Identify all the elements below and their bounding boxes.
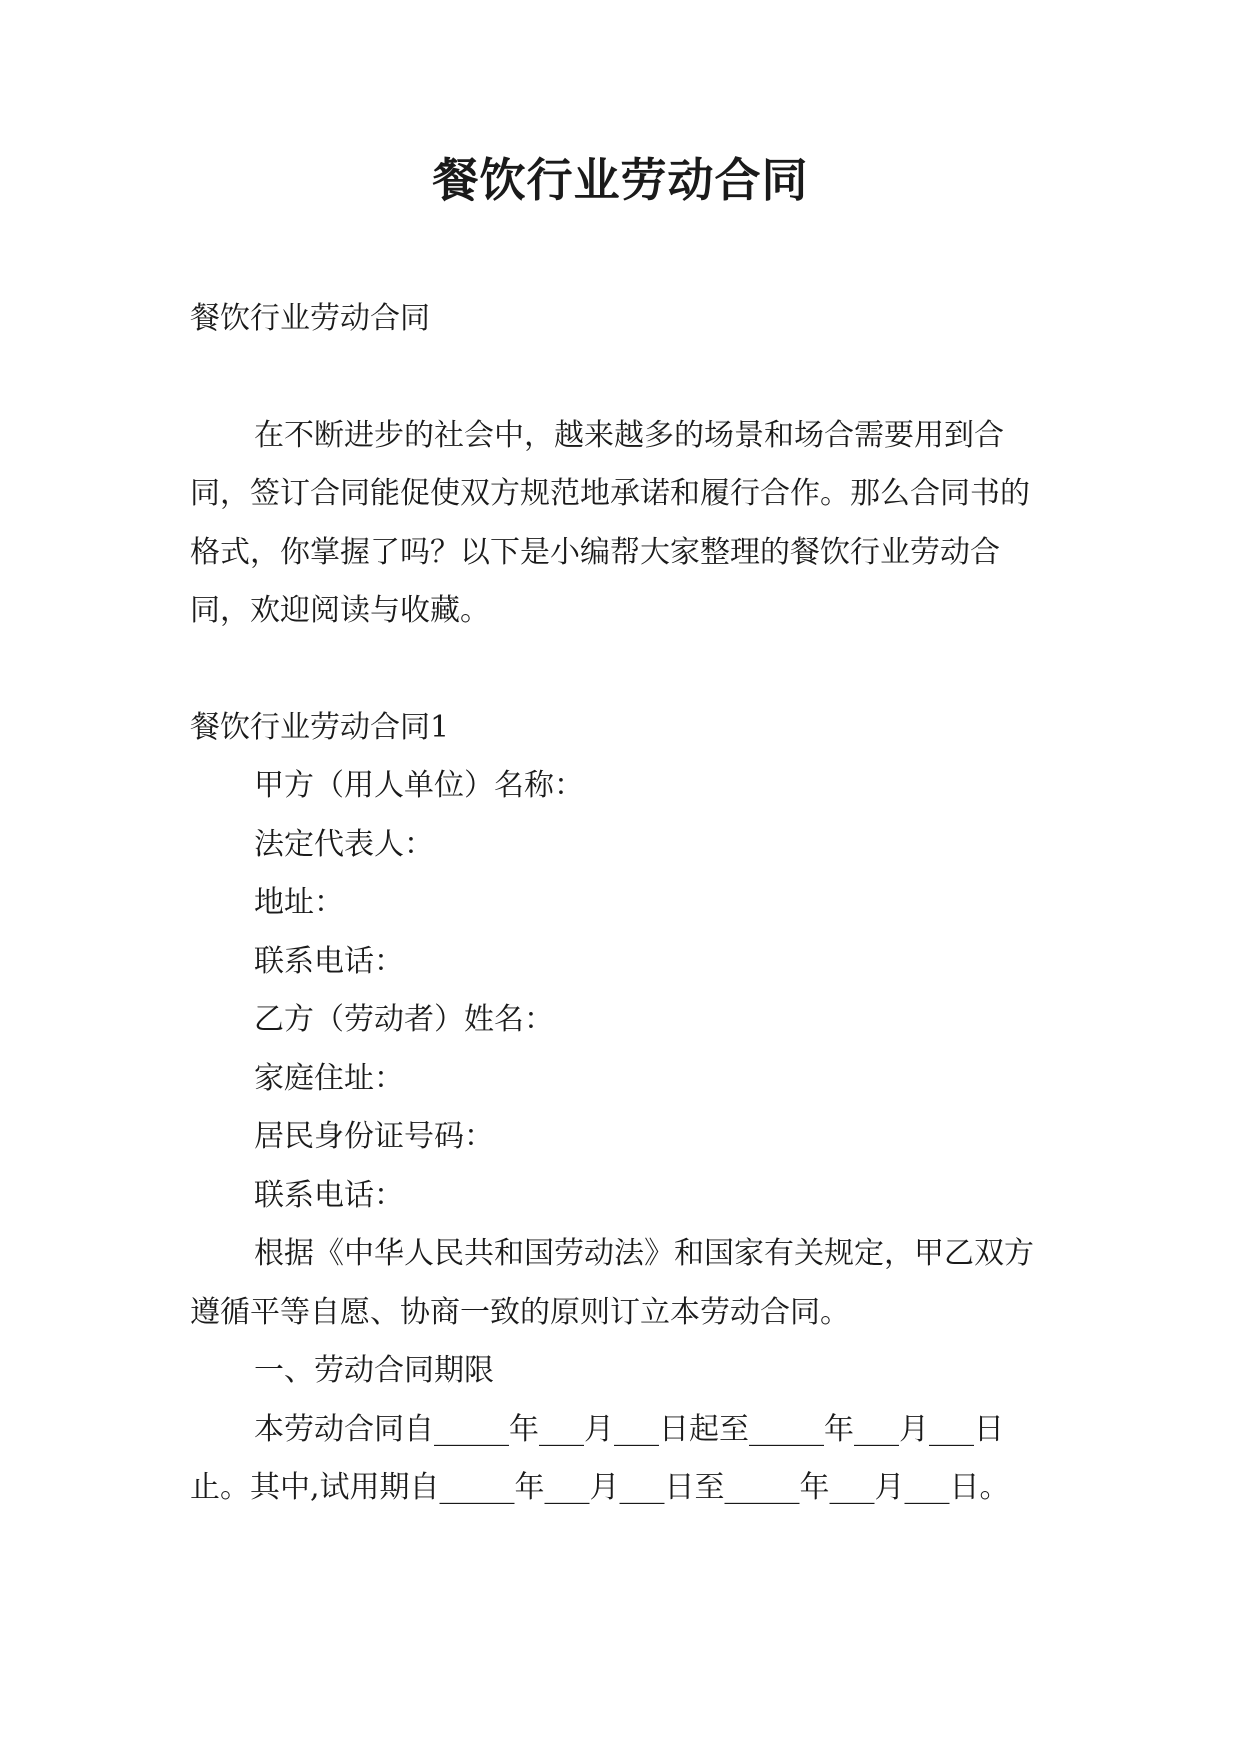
document-title: 餐饮行业劳动合同	[432, 153, 809, 207]
document-body	[190, 290, 1050, 1518]
field-address: 地址：	[254, 885, 344, 920]
clause-1-heading: 一、劳动合同期限	[254, 1353, 494, 1388]
section-heading: 餐饮行业劳动合同1	[190, 709, 450, 745]
field-home-address: 家庭住址：	[254, 1060, 404, 1096]
field-party-a-name: 甲方（用人单位）名称：	[254, 768, 584, 803]
spacer	[190, 641, 1050, 699]
basis-paragraph: 根据《中华人民共和国劳动法》和国家有关规定，甲乙双方遵循平等自愿、协商一致的原则订立本劳动合同。	[190, 1236, 1034, 1330]
clause-1-text: 本劳动合同自_____年___月___日起至_____年___月___日止。其中,试用期自_____年___月___日至_____年___月___日。	[190, 1411, 1010, 1505]
field-id-number: 居民身份证号码：	[254, 1119, 494, 1154]
document-subtitle: 餐饮行业劳动合同	[190, 301, 430, 336]
spacer	[190, 349, 1050, 407]
field-phone-b: 联系电话：	[254, 1177, 404, 1213]
field-phone-a: 联系电话：	[254, 943, 404, 979]
field-party-b-name: 乙方（劳动者）姓名：	[254, 1002, 554, 1037]
intro-paragraph: 在不断进步的社会中，越来越多的场景和场合需要用到合同，签订合同能促使双方规范地承诺和履行合作。那么合同书的格式，你掌握了吗？以下是小编帮大家整理的餐饮行业劳动合同，欢迎阅读与收藏。	[190, 417, 1030, 628]
field-legal-representative: 法定代表人：	[254, 826, 434, 862]
